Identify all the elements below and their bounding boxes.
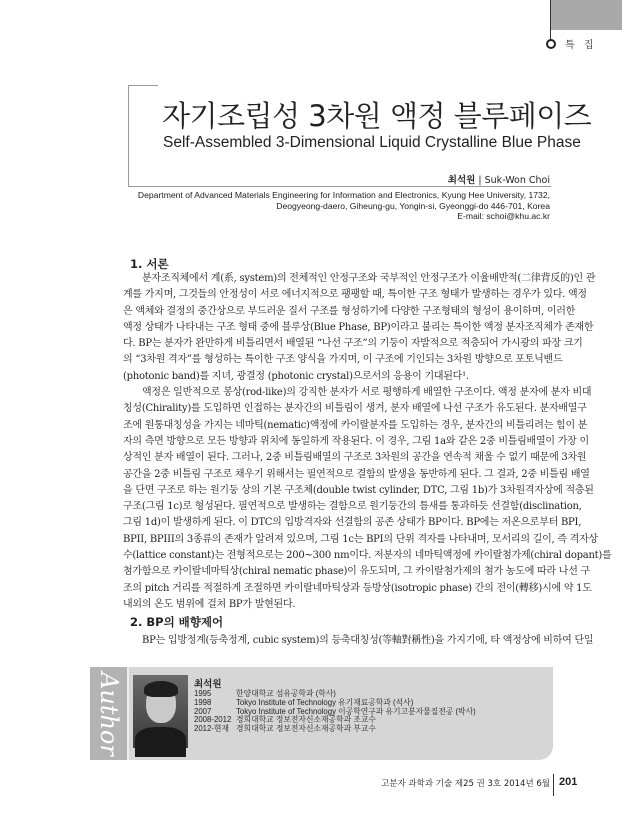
- section-heading-introduction: 1. 서론: [130, 257, 169, 271]
- paragraph-line: 은 액체와 결정의 중간상으로 부드러운 질서 구조를 형성하기에 다양한 구조형태의 형성이 용이하며, 이러한: [123, 305, 576, 317]
- byline: [448, 172, 550, 186]
- paragraph-line: 공간을 2중 비틀림 구조로 채우기 위해서는 필연적으로 결함의 발생을 동반하게 된다. 그 결과, 2중 비틀림 배열: [123, 468, 590, 480]
- byline-separator: |: [478, 175, 485, 186]
- bullet-circle-icon: [546, 39, 556, 49]
- section-heading-bp-alignment: 2. BP의 배향제어: [130, 615, 224, 629]
- corner-line-decoration: [550, 0, 551, 40]
- paragraph-line: BPII, BPIII의 3종류의 존재가 알려져 있으며, 그림 1c는 BPI의 단위 격자를 나타내며, 모서리의 길이, 즉 격자상: [123, 533, 598, 545]
- article-title-korean: 자기조립성 3차원 액정 블루페이즈: [162, 99, 592, 133]
- career-year: 2007: [194, 706, 212, 716]
- author-career-list: [194, 690, 476, 734]
- author-side-label: Author: [94, 671, 123, 756]
- paragraph-line: 수(lattice constant)는 전형적으로는 200~300 nm이다. 저분자의 네마틱액정에 카이랄첨가제(chiral dopant)를: [123, 550, 612, 562]
- career-entry: [194, 725, 476, 734]
- career-description: 경희대학교 정보전자신소재공학과 조교수: [236, 715, 376, 725]
- career-year: 1995: [194, 689, 212, 698]
- paragraph-line: 자의 측면 방향으로 모든 방향과 위치에 동일하게 작용된다. 이 경우, 그림 1a와 같은 2중 비틀림배열이 가장 이: [123, 435, 589, 447]
- career-year: 2012-현재: [194, 724, 230, 734]
- paragraph-line: 조에 원통대칭성을 가지는 네마틱(nematic)액정에 카이랄분자를 도입하는 경우, 분자간의 비틀리려는 힘이 분: [123, 419, 588, 431]
- paragraph-line: 조의 pitch 거리를 적절하게 조절하면 카이랄네마틱상과 등방상(isotropic phase) 간의 전이(轉移)시에 약 1도: [123, 582, 592, 594]
- career-year: 2008-2012: [194, 715, 232, 725]
- author-name-english: Suk-Won Choi: [484, 175, 550, 186]
- affiliation: [138, 190, 550, 222]
- paragraph-line: 계를 가지며, 그것들의 안정성이 서로 에너지적으로 팽팽할 때, 특이한 구조 형태가 발생하는 경우가 있다. 액정: [123, 289, 587, 301]
- paragraph-line: 액정 상태가 나타내는 구조 형태 중에 블루상(Blue Phase, BP)이라고 불리는 특이한 액정 분자조직체가 존재한: [123, 321, 594, 333]
- paragraph-line: BP는 입방정계(등축정계, cubic system)의 등축대칭성(等軸對稱性)을 가지기에, 타 액정상에 비하여 단일: [142, 635, 594, 646]
- paragraph-line: 분자조직체에서 계(系, system)의 전체적인 안정구조와 국부적인 안정구조가 이율배반적(二律背反的)인 관: [142, 273, 596, 284]
- footer-journal-info: 고분자 과학과 기술 제25 권 3호 2014년 6월: [381, 779, 550, 789]
- section-body-bp-alignment: [123, 633, 594, 649]
- affiliation-line: Deogyeong-daero, Giheung-gu, Yongin-si, Gyeonggi-do 446-701, Korea: [276, 200, 550, 211]
- paragraph-line: 상적인 분자 배열이 된다. 그러나, 2중 비틀림배열의 구조로 3차원의 공간을 연속적 채울 수 없기 때문에 3차원: [123, 452, 587, 464]
- section-tag: 특 집: [565, 40, 597, 51]
- paragraph-line: (photonic band)를 지녀, 광결정 (photonic crystal)으로서의 응용이 기대된다¹.: [123, 370, 469, 382]
- career-description: 한양대학교 섬유공학과 (학사): [236, 689, 336, 698]
- career-description: 경희대학교 정보전자신소재공학과 부교수: [236, 724, 376, 734]
- page-number: 201: [559, 776, 578, 788]
- author-photo: [133, 675, 188, 748]
- affiliation-email[interactable]: E-mail: schoi@khu.ac.kr: [457, 211, 550, 221]
- paragraph-line: 칭성(Chirality)를 도입하면 인접하는 분자간의 비틀림이 생겨, 분자 배열에 나선 구조가 유도된다. 분자배열구: [123, 403, 587, 415]
- paragraph-line: 액정은 일반적으로 봉상(rod-like)의 강직한 분자가 서로 평행하게 배열한 구조이다. 액정 분자에 분자 비대: [142, 387, 592, 399]
- paragraph-line: 을 단면 구조로 하는 원기둥 상의 기본 구조체(double twist cylinder, DTC, 그림 1b)가 3차원격자상에 적층된: [123, 484, 594, 496]
- paragraph-line: 첨가함으로 카이랄네마틱상(chiral nematic phase)이 유도되며, 그 카이랄첨가제의 첨가 농도에 따라 나선 구: [123, 566, 590, 578]
- affiliation-line: Department of Advanced Materials Engineering for Information and Electronics, Kyung Hee University, 1732,: [137, 190, 550, 200]
- author-box-name: 최석원: [194, 679, 222, 690]
- article-title-english: Self-Assembled 3-Dimensional Liquid Crystalline Blue Phase: [163, 134, 581, 151]
- career-description: Tokyo Institute of Technology 유기재료공학과 (석사): [236, 697, 414, 707]
- author-name-korean: 최석원: [447, 175, 476, 186]
- title-frame-top-rule: [128, 85, 158, 86]
- career-description: Tokyo Institute of Technology 이공학연구과 유기고분자물질전공 (박사): [236, 706, 476, 716]
- paragraph-line: 구조(그림 1c)로 형성된다. 필연적으로 발생하는 결함으로 원기둥간의 틈새를 통과하듯 선결함(disclination,: [123, 501, 582, 513]
- paragraph-line: 의 “3차원 격자”를 형성하는 특이한 구조 양식을 가지며, 이 구조에 기인되는 3차원 방향으로 포토닉밴드: [123, 354, 563, 366]
- paragraph-line: 그림 1d)이 발생하게 된다. 이 DTC의 입방격자와 선결함의 공존 상태가 BP이다. BP에는 저온으로부터 BPI,: [123, 517, 582, 529]
- paragraph-line: 다. BP는 분자가 완만하게 비틀리면서 배열된 “나선 구조”의 기둥이 자발적으로 적층되어 가시광의 파장 크기: [123, 338, 583, 350]
- corner-tab-decoration: [550, 0, 622, 30]
- section-body-introduction: [123, 271, 612, 613]
- footer-divider: [553, 774, 554, 796]
- career-year: 1998: [194, 697, 212, 707]
- paragraph-line: 내외의 온도 범위에 걸쳐 BP가 발현된다.: [123, 598, 296, 610]
